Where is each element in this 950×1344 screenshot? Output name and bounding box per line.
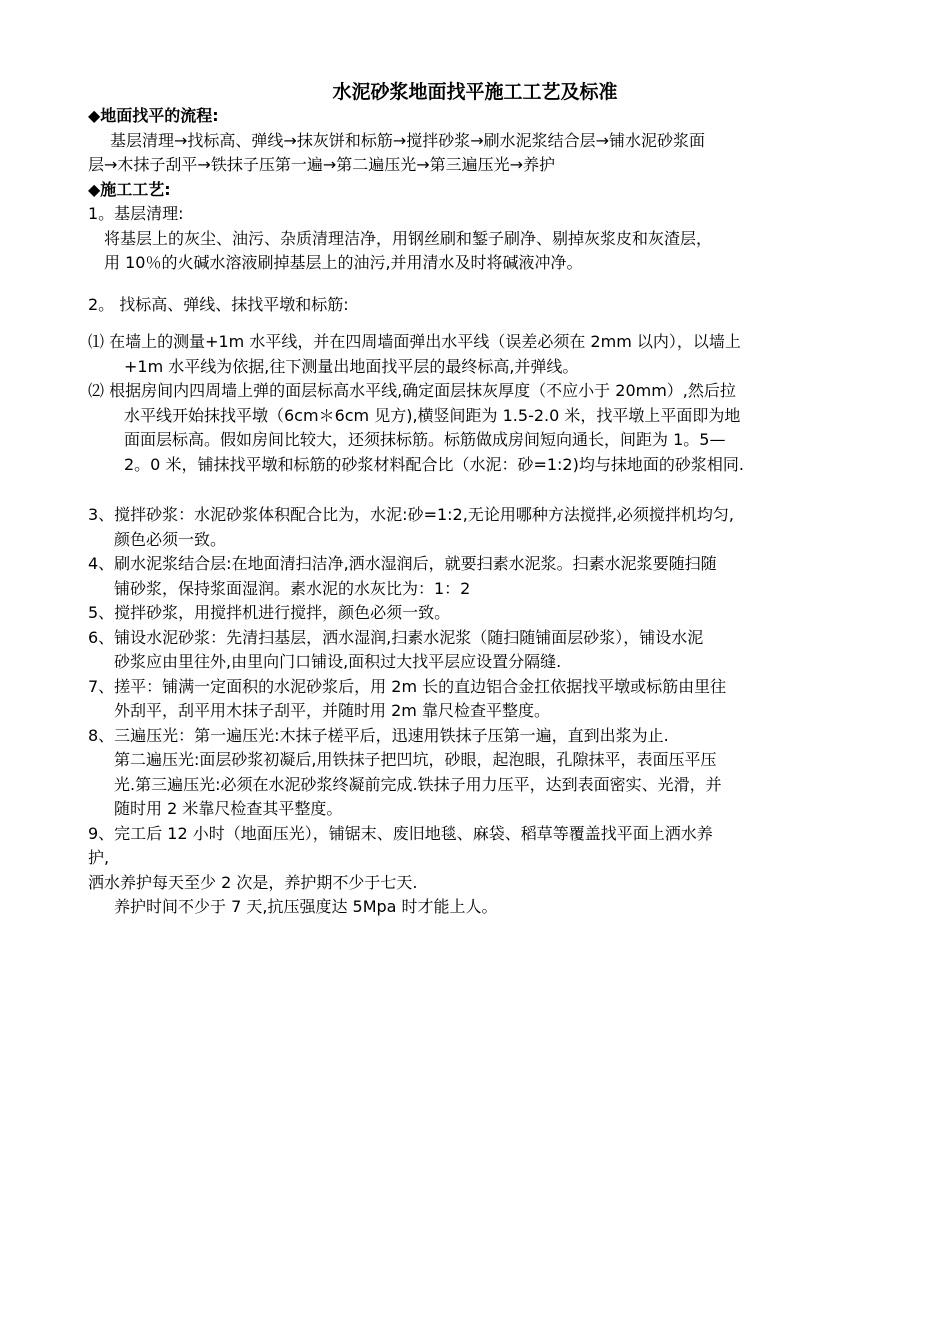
step-2-title: 2。 找标高、弹线、抹找平墩和标筋: <box>88 295 349 314</box>
step-2-substeps <box>88 330 853 477</box>
step-2-section <box>88 293 853 318</box>
steps-3-9-section <box>88 503 853 920</box>
step-2a-line-2: +1m 水平线为依据,往下测量出地面找平层的最终标高,并弹线。 <box>124 356 579 376</box>
flow-line-1: 基层清理→找标高、弹线→抹灰饼和标筋→搅拌砂浆→刷水泥浆结合层→铺水泥砂浆面 <box>110 130 706 150</box>
document-title: 水泥砂浆地面找平施工工艺及标准 <box>332 81 618 103</box>
step-5-line-1: 5、搅拌砂浆，用搅拌机进行搅拌，颜色必须一致。 <box>88 603 451 622</box>
step-9-line-1: 9、完工后 12 小时（地面压光），铺锯末、废旧地毯、麻袋、稻草等覆盖找平面上洒水养 <box>88 823 713 843</box>
step-9-line-3: 洒水养护每天至少 2 次是，养护期不少于七天. <box>88 872 418 892</box>
step-8-line-2: 第二遍压光:面层砂浆初凝后,用铁抹子把凹坑，砂眼，起泡眼，孔隙抹平，表面压平压 <box>114 750 717 769</box>
step-8-line-3: 光.第三遍压光:必须在水泥砂浆终凝前完成.铁抹子用力压平，达到表面密实、光滑，并 <box>114 774 722 794</box>
step-2b-line-1: ⑵ 根据房间内四周墙上弹的面层标高水平线,确定面层抹灰厚度（不应小于 20mm）,然后拉 <box>88 381 736 400</box>
step-7-line-2: 外刮平，刮平用木抹子刮平，并随时用 2m 靠尺检查平整度。 <box>114 701 550 720</box>
step-8-line-1: 8、三遍压光：第一遍压光:木抹子槎平后，迅速用铁抹子压第一遍，直到出浆为止. <box>88 725 669 745</box>
step-1-title: 1。基层清理: <box>88 204 184 223</box>
flow-heading: ◆地面找平的流程: <box>88 106 219 125</box>
flow-section <box>88 104 853 276</box>
step-2a-line-1: ⑴ 在墙上的测量+1m 水平线，并在四周墙面弹出水平线（误差必须在 2mm 以内），以墙上 <box>88 332 741 351</box>
step-9-line-4: 养护时间不少于 7 天,抗压强度达 5Mpa 时才能上人。 <box>114 897 498 916</box>
step-4-line-1: 4、刷水泥浆结合层:在地面清扫洁净,洒水湿润后，就要扫素水泥浆。扫素水泥浆要随扫随 <box>88 554 717 573</box>
step-8-line-4: 随时用 2 米靠尺检查其平整度。 <box>114 799 343 818</box>
step-1-line-2: 用 10％的火碱水溶液刷掉基层上的油污,并用清水及时将碱液冲净。 <box>104 253 583 272</box>
step-9-line-2: 护, <box>88 848 110 867</box>
step-2b-line-4: 2。0 米，铺抹找平墩和标筋的砂浆材料配合比（水泥：砂=1:2)均与抹地面的砂浆相同. <box>124 454 744 474</box>
step-6-line-1: 6、铺设水泥砂浆：先清扫基层，洒水湿润,扫素水泥浆（随扫随铺面层砂浆），铺设水泥 <box>88 627 704 647</box>
step-2b-line-3: 面面层标高。假如房间比较大，还须抹标筋。标筋做成房间短向通长，间距为 1。5— <box>124 430 726 449</box>
flow-line-2: 层→木抹子刮平→铁抹子压第一遍→第二遍压光→第三遍压光→养护 <box>88 155 556 174</box>
process-heading: ◆施工工艺: <box>88 179 171 199</box>
step-7-line-1: 7、搓平：铺满一定面积的水泥砂浆后，用 2m 长的直边铝合金扛依据找平墩或标筋由里往 <box>88 676 727 696</box>
step-4-line-2: 铺砂浆，保持浆面湿润。素水泥的水灰比为：1：2 <box>114 578 471 598</box>
step-6-line-2: 砂浆应由里往外,由里向门口铺设,面积过大找平层应设置分隔缝. <box>114 652 562 671</box>
step-3-line-1: 3、搅拌砂浆：水泥砂浆体积配合比为，水泥:砂=1:2,无论用哪种方法搅拌,必须搅拌机均匀, <box>88 505 734 524</box>
step-1-line-1: 将基层上的灰尘、油污、杂质清理洁净，用钢丝刷和錾子刷净、剔掉灰浆皮和灰渣层， <box>104 228 713 248</box>
step-2b-line-2: 水平线开始抹找平墩（6cm＊6cm 见方),横竖间距为 1.5-2.0 米，找平墩上平面即为地 <box>124 405 741 425</box>
step-3-line-2: 颜色必须一致。 <box>114 529 227 549</box>
